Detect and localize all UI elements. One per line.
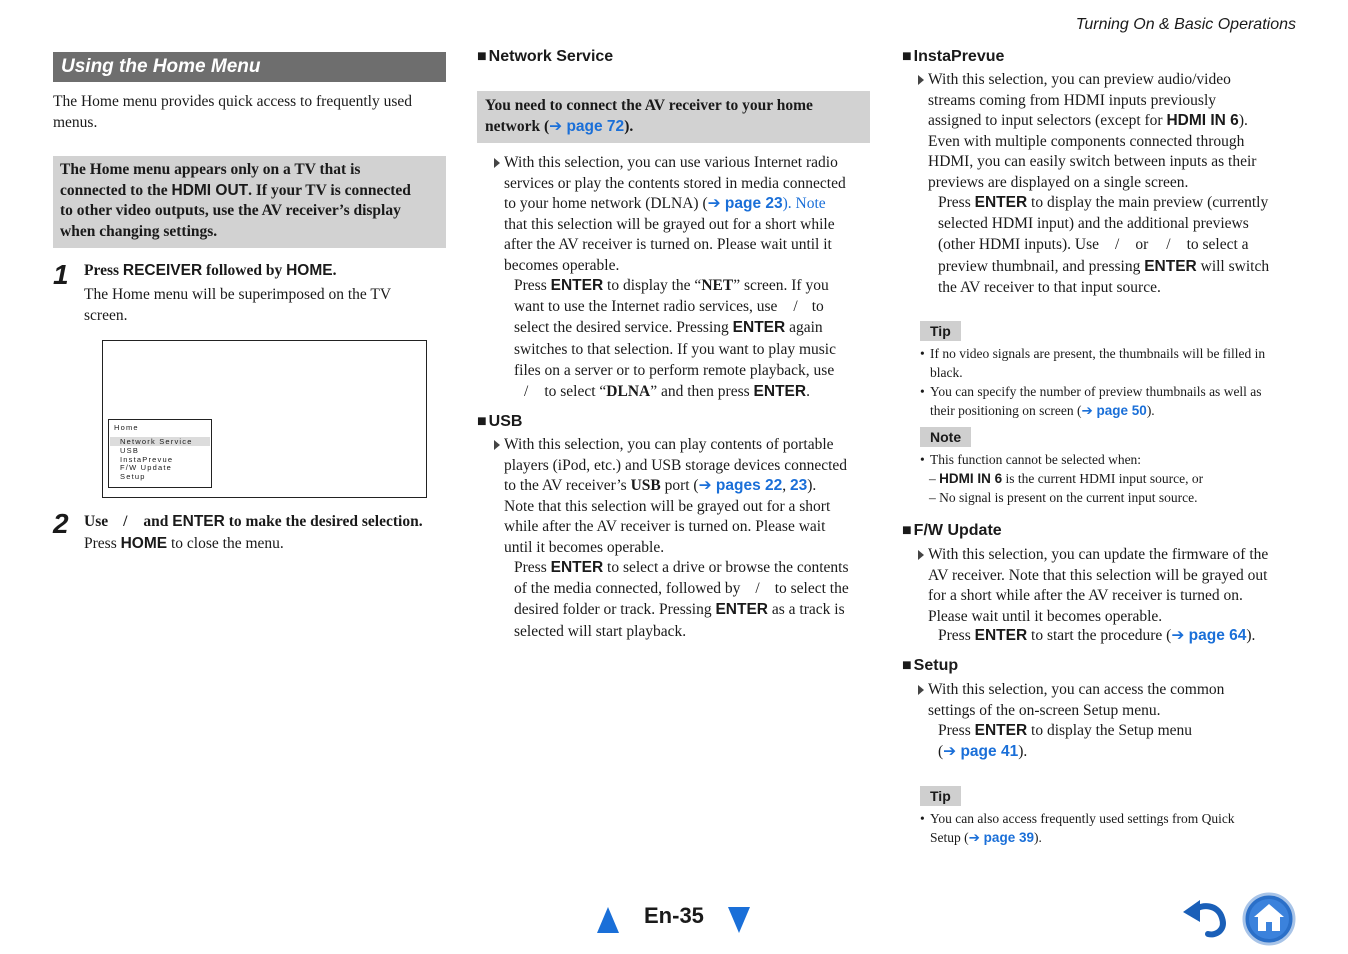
- usb-paragraph: [504, 435, 874, 558]
- para-line: files on a server or to perform remote playback, use: [514, 361, 835, 379]
- para-text: Press: [938, 722, 975, 739]
- heading-text: Network Service: [488, 48, 614, 65]
- para-line: [514, 275, 874, 296]
- step-text: to make the desired selection.: [224, 513, 423, 530]
- para-text: will switch: [1196, 257, 1270, 275]
- para-line: streams coming from HDMI inputs previously: [928, 91, 1217, 109]
- enter-key: ENTER: [550, 277, 604, 294]
- desc-line: The Home menu will be superimposed on the TV: [84, 286, 392, 303]
- enter-key: ENTER: [732, 319, 786, 337]
- bullet-icon: •: [920, 384, 925, 399]
- arrow-bullet-icon: [918, 550, 924, 560]
- para-text: to the AV receiver’s: [504, 477, 631, 494]
- box-line: [485, 117, 862, 138]
- box-line: You need to connect the AV receiver to your home: [485, 97, 813, 114]
- hdmi-in-6-key: HDMI IN 6: [939, 471, 1003, 486]
- setup-heading: [902, 657, 958, 675]
- setup-instructions: [938, 720, 1303, 762]
- para-line: [514, 599, 874, 620]
- para-text: ).: [1018, 743, 1028, 761]
- note-item: [920, 450, 1300, 507]
- para-line: the AV receiver to that input source.: [938, 278, 1161, 296]
- tip-list: [920, 344, 1300, 420]
- step-text: followed by: [202, 262, 287, 279]
- step-2-instruction: [84, 512, 423, 533]
- para-text: to select “: [544, 383, 607, 401]
- para-text: desired folder or track. Pressing: [514, 601, 716, 619]
- menu-item-fw-update: F/W Update: [120, 463, 173, 472]
- para-text: ” screen. If you: [733, 277, 829, 294]
- network-requirement-box: [477, 91, 870, 143]
- enter-key: ENTER: [974, 194, 1028, 211]
- note-line: when changing settings.: [60, 222, 218, 240]
- arrow-bullet-icon: [918, 75, 924, 85]
- home-icon[interactable]: [1242, 892, 1296, 946]
- para-line: With this selection, you can play contents of portable: [504, 436, 834, 453]
- para-line: settings of the on-screen Setup menu.: [928, 701, 1161, 719]
- tip-line: [930, 828, 1300, 847]
- enter-key: ENTER: [974, 722, 1028, 739]
- para-line: services or play the contents stored in media connected: [504, 174, 846, 192]
- para-line: Even with multiple components connected through: [928, 132, 1245, 150]
- intro-line: menus.: [53, 113, 98, 131]
- step-text: .: [332, 262, 337, 279]
- para-text: /: [793, 298, 798, 316]
- para-line: that this selection will be grayed out for a short while: [504, 215, 835, 233]
- note-text: . If your TV is connected: [248, 181, 411, 199]
- heading-text: F/W Update: [913, 522, 1002, 539]
- step-1-description: [84, 285, 391, 326]
- page-64-link[interactable]: ➔ page 64: [1171, 627, 1247, 644]
- para-text: Press: [514, 277, 551, 294]
- para-text: to select a drive or browse the contents: [603, 559, 849, 576]
- para-line: players (iPod, etc.) and USB storage devices connected: [504, 456, 848, 474]
- house-door: [1266, 922, 1272, 931]
- tip-line: You can also access frequently used settings from Quick: [930, 811, 1235, 826]
- para-text: to: [811, 298, 824, 316]
- intro-text: [53, 92, 448, 133]
- para-text: to your home network (DLNA) (: [504, 195, 708, 212]
- para-line: With this selection, you can use various Internet radio: [504, 154, 838, 171]
- para-text: to display the “: [603, 277, 702, 294]
- para-line: [938, 741, 1303, 762]
- para-text: again: [785, 319, 823, 337]
- para-line: [514, 317, 874, 338]
- desc-line: screen.: [84, 306, 128, 324]
- para-text: ,: [782, 477, 790, 494]
- para-line: [938, 192, 1303, 213]
- para-text: /: [755, 580, 760, 598]
- instaprevue-instructions: [938, 192, 1303, 298]
- menu-item-setup: Setup: [120, 472, 146, 481]
- note-line: This function cannot be selected when:: [930, 452, 1142, 467]
- para-line: With this selection, you can access the common: [928, 681, 1225, 698]
- step-2-description: [84, 534, 284, 555]
- net-label: NET: [701, 277, 734, 294]
- para-text: .: [806, 383, 810, 401]
- para-line: [938, 256, 1303, 277]
- box-text: network (: [485, 117, 550, 135]
- note-line: [60, 181, 439, 202]
- step-text: Press: [84, 262, 123, 279]
- para-text: as a track is: [768, 601, 845, 619]
- next-page-shape: [728, 907, 750, 933]
- square-bullet-icon: ■: [477, 413, 487, 430]
- usb-instructions: [514, 557, 874, 642]
- dlna-label: DLNA: [606, 383, 651, 401]
- home-key: HOME: [120, 535, 168, 552]
- previous-page-icon[interactable]: [596, 906, 620, 934]
- square-bullet-icon: ■: [477, 48, 487, 65]
- network-service-paragraph: [504, 153, 874, 276]
- step-1-instruction: [84, 261, 336, 282]
- para-text: Press: [938, 194, 975, 211]
- usb-label: USB: [630, 477, 661, 494]
- para-text: (: [938, 743, 944, 761]
- menu-title: Home: [114, 423, 139, 432]
- tip-item: [920, 382, 1300, 420]
- para-text: Press: [514, 559, 551, 576]
- enter-key: ENTER: [1144, 257, 1197, 275]
- para-line: [928, 111, 1303, 132]
- page-number: En-35: [644, 903, 704, 928]
- para-text: to display the Setup menu: [1027, 722, 1193, 739]
- page-23-link[interactable]: 23: [790, 477, 808, 494]
- heading-text: USB: [488, 413, 523, 430]
- tip-text: their positioning on screen (: [930, 403, 1082, 418]
- hdmi-note-box: [53, 156, 446, 248]
- tip-text: ).: [1146, 403, 1155, 418]
- para-line: previews are displayed on a single screen.: [928, 173, 1189, 191]
- hdmi-out-key: HDMI OUT: [171, 181, 249, 199]
- fw-update-paragraph: [928, 545, 1303, 627]
- tip-item: [920, 809, 1300, 847]
- chapter-title: Turning On & Basic Operations: [1075, 16, 1296, 33]
- setup-tip-list: [920, 809, 1300, 847]
- para-text: select the desired service. Pressing: [514, 319, 733, 337]
- para-text: /: [1115, 236, 1120, 254]
- para-text: (other HDMI inputs). Use: [938, 236, 1100, 254]
- menu-item-instaprevue: InstaPrevue: [120, 455, 174, 464]
- enter-key: ENTER: [753, 383, 807, 401]
- step-2-number: 2: [53, 508, 69, 539]
- receiver-key: RECEIVER: [122, 262, 203, 279]
- para-line: [504, 476, 874, 497]
- page-22-link[interactable]: ➔ pages 22: [698, 477, 783, 494]
- menu-item-network-service: Network Service: [120, 437, 193, 446]
- usb-heading: [477, 413, 522, 431]
- desc-text: Press: [84, 535, 121, 552]
- page-72-link[interactable]: ➔ page 72: [549, 117, 625, 135]
- para-text: ).: [1246, 627, 1256, 644]
- para-line: selected HDMI input) and the additional previews: [938, 215, 1249, 233]
- instaprevue-paragraph: [928, 70, 1303, 193]
- back-arrow-head: [1183, 900, 1200, 922]
- page-50-link[interactable]: ➔ page 50: [1081, 403, 1147, 418]
- enter-key: ENTER: [172, 513, 225, 530]
- setup-paragraph: [928, 680, 1303, 721]
- note-text: is the current HDMI input source, or: [1002, 471, 1204, 486]
- para-line: becomes operable.: [504, 256, 620, 274]
- para-line: [514, 578, 874, 599]
- para-line: AV receiver. Note that this selection will be grayed out: [928, 566, 1268, 584]
- back-icon[interactable]: [1180, 896, 1230, 940]
- note-text: connected to the: [60, 181, 172, 199]
- network-service-instructions: [514, 275, 874, 402]
- para-text: of the media connected, followed by: [514, 580, 741, 598]
- bullet-icon: •: [920, 346, 925, 361]
- step-text: and: [143, 513, 173, 530]
- tip-line: You can specify the number of preview thumbnails as well as: [930, 384, 1262, 399]
- arrow-bullet-icon: [494, 158, 500, 168]
- para-text: to select a: [1186, 236, 1249, 254]
- previous-page-shape: [597, 907, 619, 933]
- menu-item-usb: USB: [120, 446, 140, 455]
- tip-item: [920, 344, 1300, 382]
- hdmi-in-6-key: HDMI IN 6: [1166, 112, 1239, 129]
- page-23-link[interactable]: ➔ page 23: [707, 195, 783, 212]
- home-key: HOME: [286, 262, 333, 279]
- square-bullet-icon: ■: [902, 522, 912, 539]
- para-text: ). Note: [782, 195, 826, 212]
- para-line: [514, 296, 874, 317]
- fw-update-instructions: [938, 626, 1303, 647]
- step-text: /: [123, 513, 128, 530]
- square-bullet-icon: ■: [902, 657, 912, 674]
- note-line: [929, 469, 1300, 488]
- para-line: [514, 381, 874, 402]
- arrow-bullet-icon: [918, 685, 924, 695]
- tip-line: [930, 401, 1300, 420]
- para-text: /: [1166, 236, 1171, 254]
- para-line: [504, 194, 874, 215]
- para-line: Please wait until it becomes operable.: [928, 607, 1163, 625]
- bullet-icon: •: [920, 811, 925, 826]
- para-line: [938, 234, 1303, 255]
- para-line: HDMI, you can easily switch between inputs as their: [928, 153, 1257, 170]
- para-text: ” and then press: [650, 383, 754, 401]
- para-line: until it becomes operable.: [504, 538, 665, 556]
- para-line: while after the AV receiver is turned on. Please wait: [504, 518, 826, 535]
- network-service-heading: [477, 48, 613, 66]
- enter-key: ENTER: [974, 627, 1028, 644]
- para-text: port (: [660, 477, 699, 494]
- para-line: selected will start playback.: [514, 622, 687, 640]
- tip-text: Setup (: [930, 830, 969, 845]
- bullet-icon: •: [920, 452, 925, 467]
- enter-key: ENTER: [550, 559, 604, 576]
- home-menu-illustration: [108, 419, 212, 488]
- para-line: after the AV receiver is turned on. Please wait until it: [504, 236, 832, 253]
- arrow-bullet-icon: [494, 440, 500, 450]
- section-title: Using the Home Menu: [53, 52, 446, 82]
- note-label: Note: [920, 427, 971, 447]
- square-bullet-icon: ■: [902, 48, 912, 65]
- box-text: ).: [624, 117, 634, 135]
- tip-label: Tip: [920, 786, 961, 806]
- tip-label: Tip: [920, 321, 961, 341]
- para-text: or: [1135, 236, 1149, 254]
- instaprevue-heading: [902, 48, 1004, 66]
- next-page-icon[interactable]: [727, 906, 751, 934]
- para-text: /: [524, 383, 529, 401]
- note-text: –: [929, 471, 940, 486]
- para-line: Note that this selection will be grayed out for a short: [504, 497, 831, 515]
- page-39-link[interactable]: ➔ page 39: [968, 830, 1034, 845]
- para-line: With this selection, you can update the firmware of the: [928, 546, 1269, 563]
- page-41-link[interactable]: ➔ page 41: [943, 743, 1019, 761]
- heading-text: Setup: [913, 657, 959, 674]
- note-list: [920, 450, 1300, 507]
- para-text: to display the main preview (currently: [1027, 194, 1269, 211]
- para-text: preview thumbnail, and pressing: [938, 257, 1145, 275]
- para-text: ).: [807, 477, 817, 494]
- tip-line: black.: [930, 365, 963, 380]
- heading-text: InstaPrevue: [913, 48, 1005, 65]
- note-line: – No signal is present on the current input source.: [929, 490, 1198, 505]
- note-line: to other video outputs, use the AV receiver’s display: [60, 202, 401, 219]
- para-text: assigned to input selectors (except for: [928, 112, 1167, 129]
- para-text: Press: [938, 627, 975, 644]
- para-text: ).: [1238, 112, 1248, 129]
- desc-text: to close the menu.: [167, 535, 284, 552]
- para-line: for a short while after the AV receiver is turned on.: [928, 587, 1243, 604]
- step-1-number: 1: [53, 259, 69, 290]
- step-text: Use: [84, 513, 109, 530]
- para-line: [938, 720, 1303, 741]
- note-line: The Home menu appears only on a TV that is: [60, 161, 361, 178]
- tip-text: ).: [1033, 830, 1042, 845]
- para-line: With this selection, you can preview audio/video: [928, 71, 1231, 88]
- fw-update-heading: [902, 522, 1002, 540]
- para-text: want to use the Internet radio services, use: [514, 298, 778, 316]
- tip-line: If no video signals are present, the thumbnails will be filled in: [930, 346, 1266, 361]
- para-line: [514, 557, 874, 578]
- intro-line: The Home menu provides quick access to frequently used: [53, 93, 412, 110]
- enter-key: ENTER: [715, 601, 768, 619]
- para-text: to start the procedure (: [1027, 627, 1172, 644]
- para-line: switches to that selection. If you want to play music: [514, 340, 836, 358]
- para-text: to select the: [774, 580, 849, 598]
